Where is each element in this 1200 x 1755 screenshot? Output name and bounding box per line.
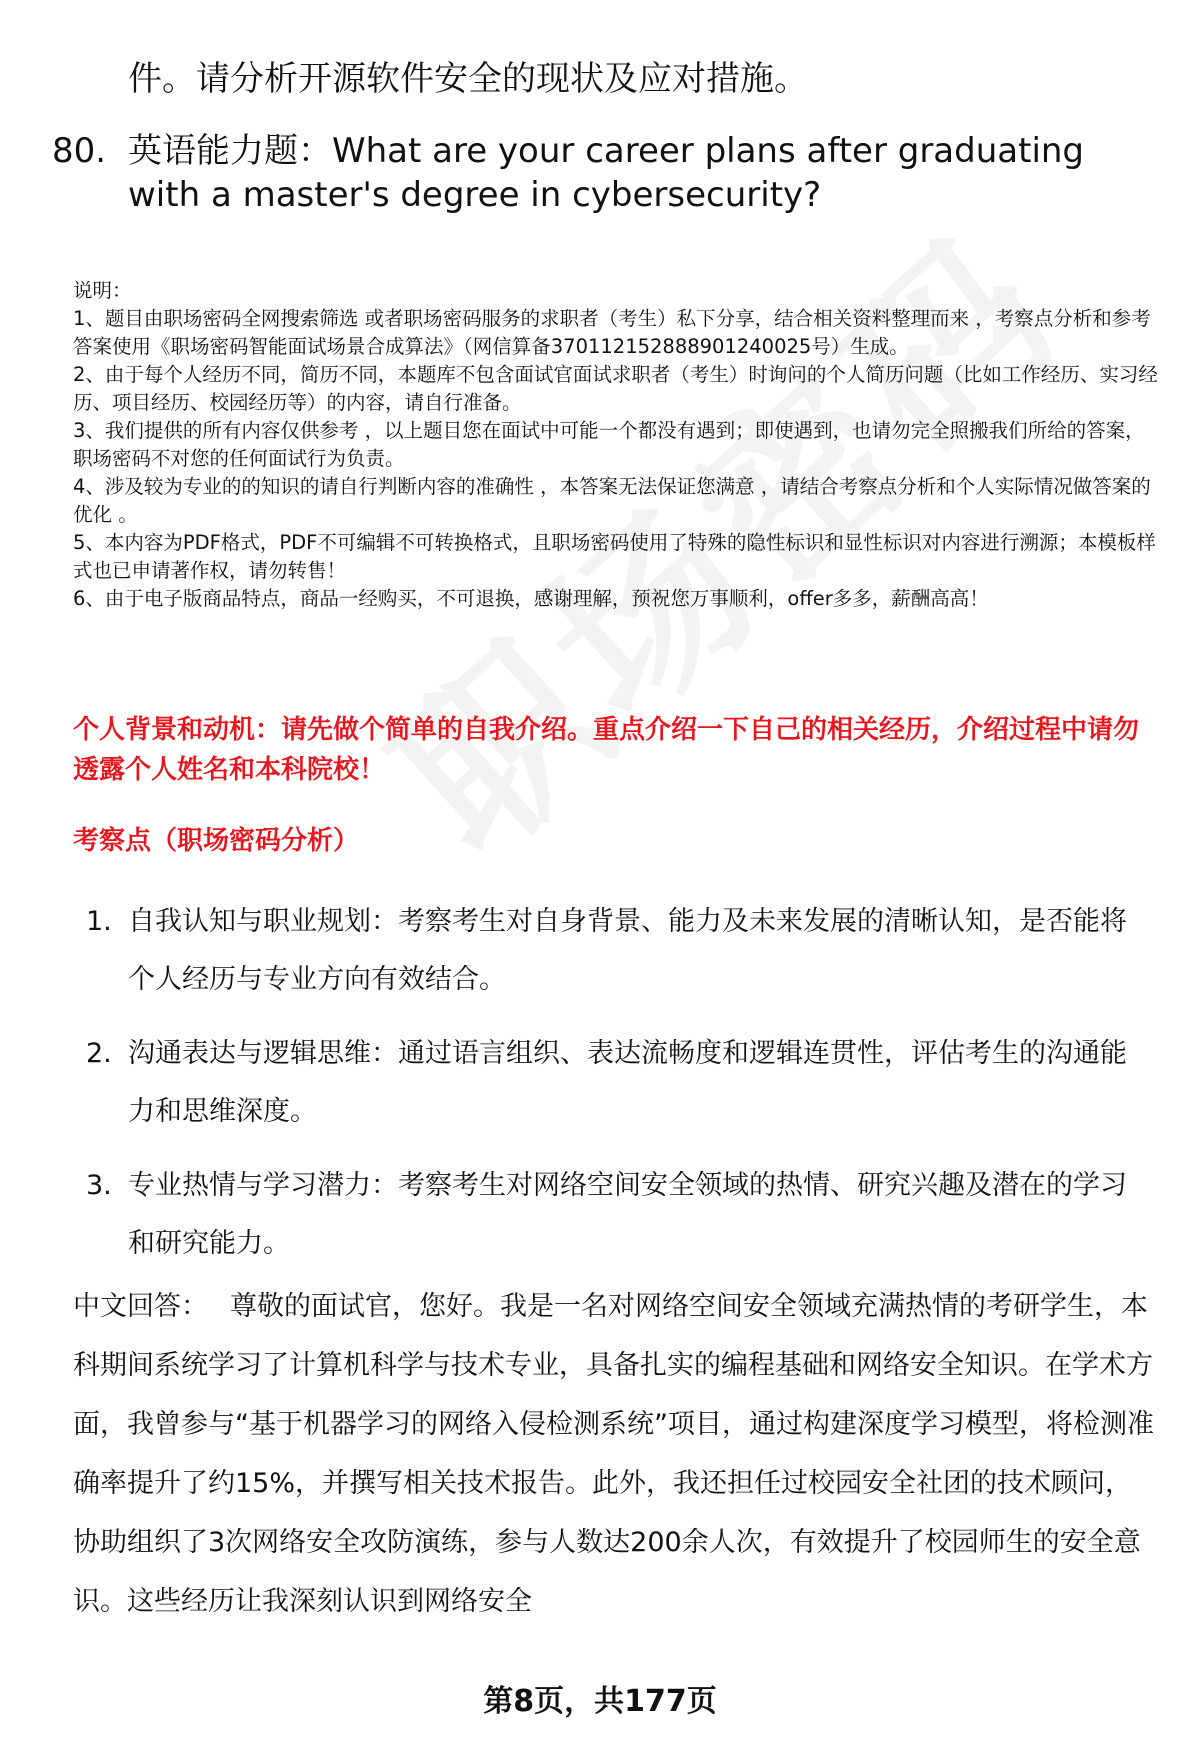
answer-label: 中文回答： [73, 1291, 208, 1322]
note-item-6: 6、由于电子版商品特点，商品一经购买，不可退换，感谢理解，预祝您万事顺利，offer多多，薪酬高高！ [73, 587, 989, 610]
exam-point-text: 自我认知与职业规划：考察考生对自身背景、能力及未来发展的清晰认知，是否能将个人经历与专业方向有效结合。 [128, 906, 1127, 995]
question-line-2: with a master's degree in cybersecurity? [128, 175, 822, 215]
question-number: 80. [52, 131, 107, 171]
note-item-3: 3、我们提供的所有内容仅供参考 ，以上题目您在面试中可能一个都没有遇到；即使遇到，也请勿完全照搬我们所给的答案，职场密码不对您的任何面试行为负责。 [73, 419, 1145, 470]
exam-points-list [0, 893, 1200, 1289]
list-item [0, 1157, 1200, 1273]
list-item [0, 893, 1200, 1009]
answer-text: 尊敬的面试官，您好。我是一名对网络空间安全领域充满热情的考研学生，本科期间系统学习了计算机科学与技术专业，具备扎实的编程基础和网络安全知识。在学术方面，我曾参与“基于机器学习的网络入侵检测系统”项目，通过构建深度学习模型，将检测准确率提升了约15%，并撰写相关技术报告。此外，我还担任过校园安全社团的技术顾问，协助组织了3次网络安全攻防演练，参与人数达200余人次，有效提升了校园师生的安全意识。这些经历让我深刻认识到网络安全 [73, 1291, 1154, 1617]
exam-point-number: 2. [86, 1038, 112, 1069]
exam-points-title: 考察点（职场密码分析） [73, 826, 360, 856]
notes-title: 说明： [73, 279, 132, 302]
exam-point-number: 1. [86, 906, 112, 937]
question-line-1: 英语能力题：What are your career plans after graduating [128, 131, 1085, 171]
note-item-4: 4、涉及较为专业的的知识的请自行判断内容的准确性 ，本答案无法保证您满意 ，请结合考察点分析和个人实际情况做答案的优化 。 [73, 475, 1151, 526]
exam-point-text: 专业热情与学习潜力：考察考生对网络空间安全领域的热情、研究兴趣及潜在的学习和研究能力。 [128, 1170, 1127, 1259]
background-question: 个人背景和动机：请先做个简单的自我介绍。重点介绍一下自己的相关经历，介绍过程中请勿透露个人姓名和本科院校！ [73, 715, 1140, 785]
note-item-5: 5、本内容为PDF格式，PDF不可编辑不可转换格式，且职场密码使用了特殊的隐性标识和显性标识对内容进行溯源；本模板样式也已申请著作权，请勿转售！ [73, 531, 1156, 582]
previous-question-tail: 件。请分析开源软件安全的现状及应对措施。 [128, 59, 808, 99]
note-item-2: 2、由于每个人经历不同，简历不同，本题库不包含面试官面试求职者（考生）时询问的个人简历问题（比如工作经历、实习经历、项目经历、校园经历等）的内容，请自行准备。 [73, 363, 1158, 414]
notes-section [73, 277, 1158, 613]
exam-point-text: 沟通表达与逻辑思维：通过语言组织、表达流畅度和逻辑连贯性，评估考生的沟通能力和思维深度。 [128, 1038, 1127, 1127]
page-footer: 第8页，共177页 [483, 1684, 717, 1719]
list-item [0, 1025, 1200, 1141]
exam-point-number: 3. [86, 1170, 112, 1201]
note-item-1: 1、题目由职场密码全网搜索筛选 或者职场密码服务的求职者（考生）私下分享，结合相关资料整理而来 ，考察点分析和参考答案使用《职场密码智能面试场景合成算法》（网信算备370112152888901240025号）生成。 [73, 307, 1151, 358]
chinese-answer [73, 1277, 1158, 1631]
